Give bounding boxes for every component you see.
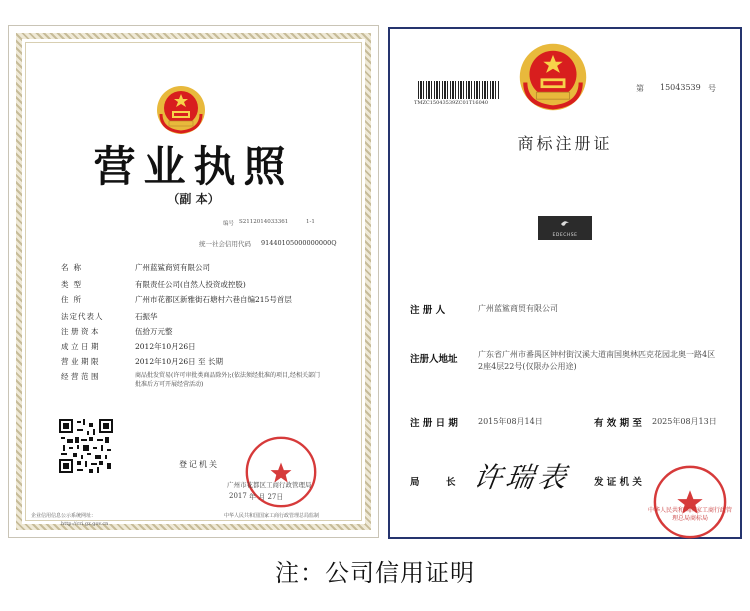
field-value-address: 广州市花都区新雅街石塘村六巷自编215号首层 [135,295,292,304]
trademark-number-suffix: 号 [708,84,716,93]
footer-right-text: 中华人民共和国国家工商行政管理总局监制 [224,513,320,519]
national-emblem-icon [517,41,589,113]
logo-text: EDECHSE [552,233,578,238]
license-number-suffix: 1-1 [306,219,315,225]
field-label-term: 营业期限 [61,357,101,366]
valid-until-value: 2025年08月13日 [652,417,717,426]
field-value-legal-rep: 石振华 [135,312,158,321]
qr-code [59,419,113,473]
trademark-title: 商标注册证 [517,134,613,153]
field-label-address: 住所 [61,295,86,304]
field-label-type: 类型 [61,280,86,289]
field-label-scope: 经营范围 [61,372,101,381]
field-label-established: 成立日期 [61,342,101,351]
registrant-label: 注 册 人 [410,305,446,316]
registrant-value: 广州蓝鲨商贸有限公司 [478,304,558,313]
credit-code-value: 91440105000000000Q [261,239,337,247]
caption: 注：公司信用证明 [275,559,475,587]
field-value-scope: 商品批发贸易(许可审批类商品除外);(依法须经批准的项目,经相关部门批准后方可开展经营活动) [135,372,320,388]
trademark-logo [538,216,592,240]
trademark-official-stamp [651,463,729,541]
field-label-legal-rep: 法定代表人 [61,312,104,321]
registration-date-label: 注 册 日 期 [410,418,458,429]
trademark-number-prefix: 第 [636,84,644,93]
footer-left-text: 企业信用信息公示系统网址： [31,513,97,519]
registration-authority-label: 登记机关 [179,460,219,469]
field-value-type: 有限责任公司(自然人投资或控股) [135,280,246,289]
barcode-text: TMZC15043539ZC01T16040 [414,100,489,106]
license-number-value: S2112014033361 [239,219,289,225]
field-label-name: 名称 [61,263,86,272]
credit-code-label: 统一社会信用代码 [199,240,251,248]
registration-date-value: 2015年08月14日 [478,417,543,426]
field-value-established: 2012年10月26日 [135,342,196,351]
issuer-label: 发 证 机 关 [594,477,642,488]
trademark-number-value: 15043539 [660,83,701,92]
barcode [418,81,500,99]
license-date-year: 2017 [229,492,247,500]
footer-url: http://cri.gz.gov.cn [61,521,109,527]
trademark-registration-certificate [388,27,742,539]
business-license-certificate [8,25,379,538]
field-label-capital: 注册资本 [61,327,101,336]
license-number-label: 编号 [223,221,235,227]
director-signature: 许瑞表 [471,461,573,494]
license-date-rest: 年 月 27日 [249,493,284,501]
address-label: 注册人地址 [410,354,458,365]
license-subtitle: （副 本） [167,192,220,206]
trademark-stamp-text: 中华人民共和国国家工商行政管理总局商标局 [648,507,733,522]
field-value-name: 广州蓝鲨商贸有限公司 [135,263,210,272]
field-value-capital: 伍拾万元整 [135,327,173,336]
field-value-term: 2012年10月26日 至 长期 [135,357,223,366]
address-value: 广东省广州市番禺区钟村街汉溪大道南国奥林匹克花园北奥一路4区2座4层22号(仅限办公用途) [478,350,716,371]
license-stamp-text: 广州市花都区工商行政管理局 [227,481,312,489]
valid-until-label: 有 效 期 至 [594,418,642,429]
logo-mark-icon [560,219,570,228]
license-title: 营业执照 [93,142,294,191]
director-label: 局 长 [410,477,456,488]
national-emblem-icon [155,84,207,136]
